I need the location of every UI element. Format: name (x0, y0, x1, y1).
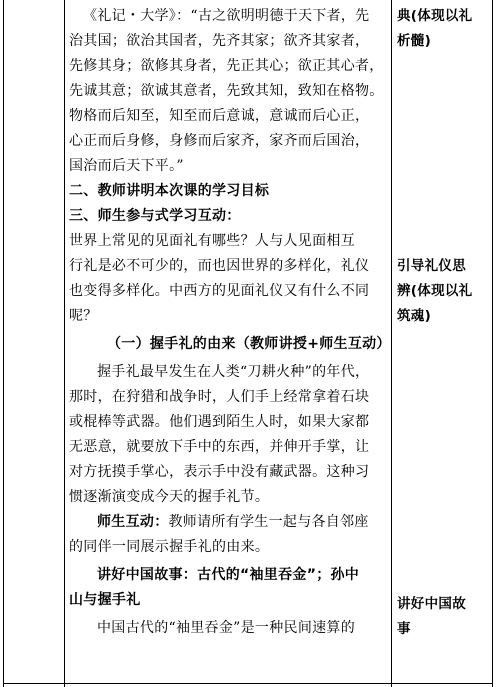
interaction-label: 师生互动： (97, 514, 169, 530)
section-heading: 二、教师讲明本次课的学习目标 (69, 183, 270, 199)
side-note-line: 引导礼仪思 (397, 258, 466, 274)
side-note-line: 析髓) (397, 33, 432, 49)
section-heading: 三、师生参与式学习互动： (69, 208, 241, 224)
table-bottom-border (3, 683, 492, 684)
story-heading: 山与握手礼 (69, 592, 141, 608)
table-column-divider-2 (391, 0, 392, 687)
text-line: 也变得多样化。中西方的见面礼仪又有什么不同 (69, 283, 370, 299)
side-note-line: 讲好中国故 (397, 596, 466, 612)
text-line: 《礼记・大学》：“古之欲明明德于天下者，先 (83, 8, 370, 24)
text-line: 行礼是必不可少的，而也因世界的多样化，礼仪 (69, 258, 370, 274)
text-line: 惯逐渐演变成今天的握手礼节。 (69, 489, 270, 505)
text-line: 先修其身；欲修其身者，先正其心；欲正其心者， (69, 58, 384, 74)
text-line: 中国古代的“袖里吞金”是一种民间速算的 (97, 620, 356, 636)
text-line: 国治而后天下平。” (69, 158, 184, 174)
subsection-heading: （一）握手礼的由来（教师讲授+师生互动） (107, 336, 391, 352)
interaction-text: 教师请所有学生一起与各自邻座 (168, 514, 369, 530)
teaching-content-column (69, 4, 391, 641)
text-line: 握手礼最早发生在人类“刀耕火种”的年代， (97, 364, 370, 380)
text-line: 的同伴一同展示握手礼的由来。 (69, 539, 270, 555)
story-heading: 讲好中国故事：古代的“袖里吞金”；孙中 (97, 567, 360, 583)
text-line: 或棍棒等武器。他们遇到陌生人时，如果大家都 (69, 414, 370, 430)
table-border-left (3, 0, 4, 687)
text-line: 无恶意，就要放下手中的东西，并伸开手掌，让 (69, 439, 370, 455)
side-note-line: 典(体现以礼 (397, 8, 473, 24)
text-line: 治其国；欲治其国者，先齐其家；欲齐其家者， (69, 33, 370, 49)
table-border-right (492, 0, 493, 687)
text-line: 物格而后知至，知至而后意诚，意诚而后心正， (69, 108, 370, 124)
design-intent-column (397, 4, 489, 642)
text-line: 对方抚摸手掌心，表示手中没有藏武器。这种习 (69, 464, 370, 480)
side-note-line: 筑魂) (397, 308, 432, 324)
text-line (69, 510, 387, 535)
text-line: 先诚其意；欲诚其意者，先致其知，致知在格物。 (69, 83, 384, 99)
text-line: 呢？ (69, 308, 98, 324)
text-line: 那时，在狩猎和战争时，人们手上经常拿着石块 (69, 389, 370, 405)
side-note-line: 辨(体现以礼 (397, 283, 473, 299)
text-line: 世界上常见的见面礼有哪些？人与人见面相互 (69, 233, 355, 249)
table-column-divider-1 (64, 0, 65, 687)
text-line: 心正而后身修，身修而后家齐，家齐而后国治， (69, 133, 370, 149)
side-note-line: 事 (397, 621, 411, 637)
